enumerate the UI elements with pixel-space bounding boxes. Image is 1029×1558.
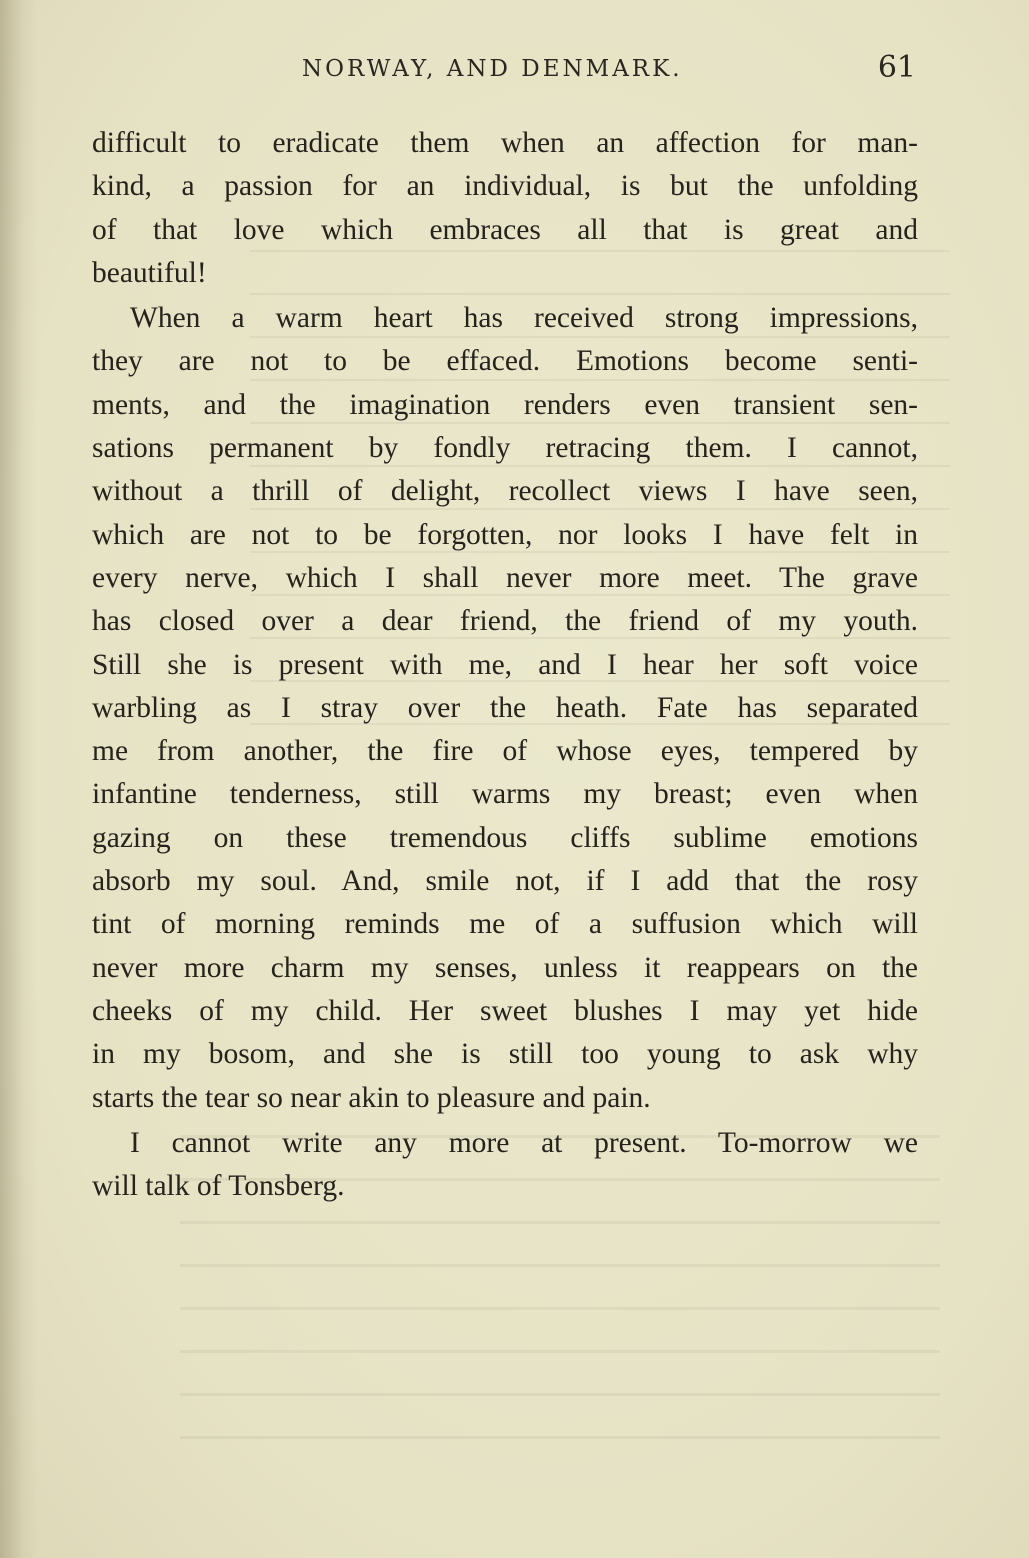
text-line: cheeks of my child. Her sweet blushes I may yet hide xyxy=(92,994,918,1027)
gutter-shadow xyxy=(0,0,38,1558)
text-line: gazing on these tremendous cliffs sublime emotions xyxy=(92,821,918,854)
paragraph xyxy=(92,297,918,1120)
text-line: Still she is present with me, and I hear her soft voice xyxy=(92,648,918,681)
running-head: NORWAY, AND DENMARK. xyxy=(302,56,683,82)
text-line: me from another, the fire of whose eyes, tempered by xyxy=(92,735,918,768)
page-header xyxy=(92,52,918,96)
text-line: absorb my soul. And, smile not, if I add that the rosy xyxy=(92,865,918,898)
text-line: they are not to be effaced. Emotions become senti- xyxy=(92,345,918,378)
text-line: without a thrill of delight, recollect views I have seen, xyxy=(92,475,918,508)
text-line: difficult to eradicate them when an affection for man- xyxy=(92,127,918,159)
paragraph xyxy=(92,122,918,295)
paragraph xyxy=(92,1122,918,1209)
page-number: 61 xyxy=(877,50,916,85)
text-line: kind, a passion for an individual, is but the unfolding xyxy=(92,170,918,203)
text-line: has closed over a dear friend, the friend of my youth. xyxy=(92,605,918,638)
text-line: When a warm heart has received strong impressions, xyxy=(130,302,918,335)
text-line: every nerve, which I shall never more meet. The grave xyxy=(92,561,918,594)
text-line: warbling as I stray over the heath. Fate has separated xyxy=(92,691,918,724)
text-line: of that love which embraces all that is great and xyxy=(92,213,918,246)
text-line: starts the tear so near akin to pleasure and pain. xyxy=(92,1081,651,1114)
text-line: ments, and the imagination renders even transient sen- xyxy=(92,388,918,421)
text-line: never more charm my senses, unless it reappears on the xyxy=(92,951,918,984)
text-line: beautiful! xyxy=(92,256,207,289)
text-line: which are not to be forgotten, nor looks I have felt in xyxy=(92,518,918,551)
text-line: will talk of Tonsberg. xyxy=(92,1170,345,1203)
text-line: tint of morning reminds me of a suffusion which will xyxy=(92,908,918,941)
text-line: I cannot write any more at present. To-morrow we xyxy=(130,1126,918,1159)
text-line: in my bosom, and she is still too young to ask why xyxy=(92,1038,918,1071)
text-line: infantine tenderness, still warms my breast; even when xyxy=(92,778,918,811)
text-line: sations permanent by fondly retracing them. I cannot, xyxy=(92,432,918,465)
body-text xyxy=(92,122,918,1208)
